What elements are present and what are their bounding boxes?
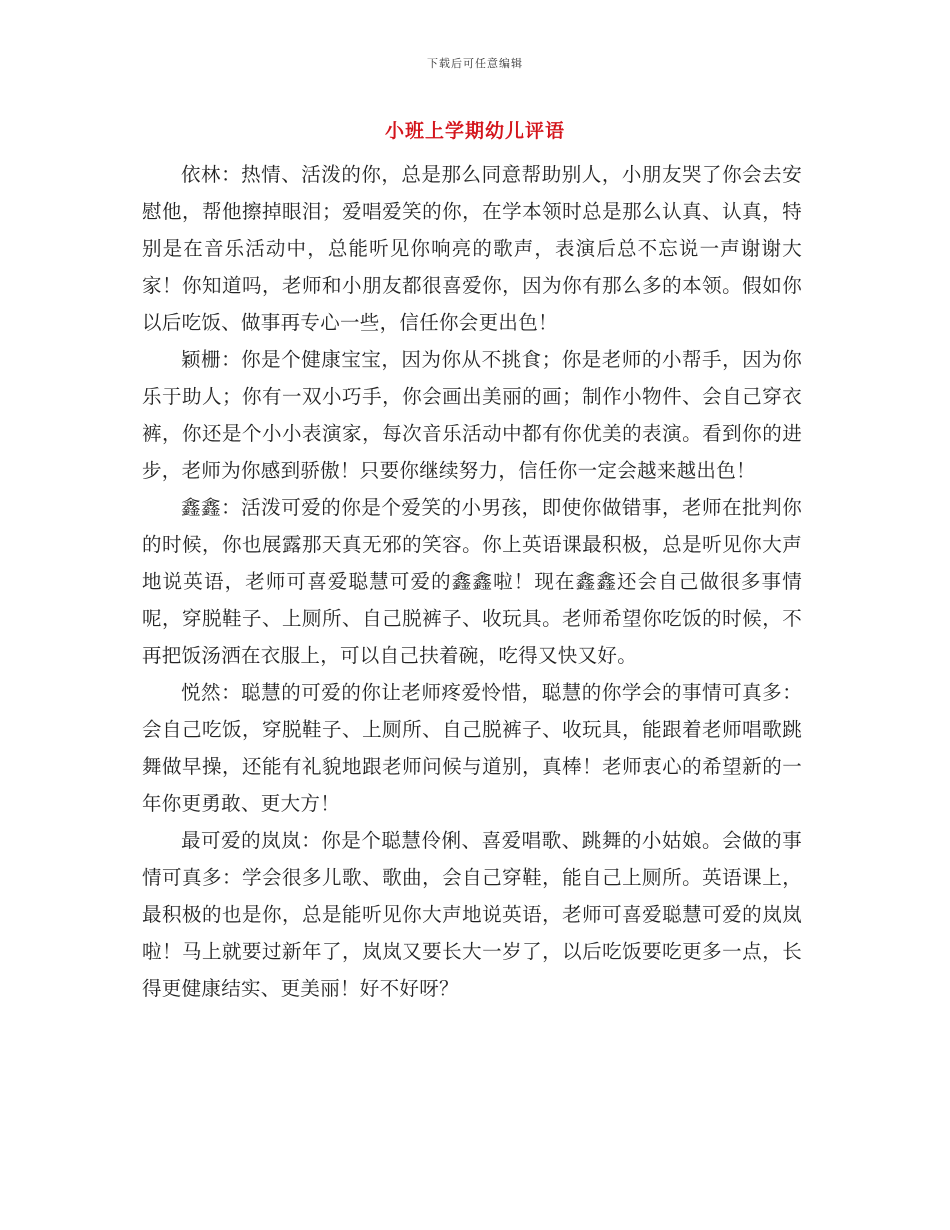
header-note: 下载后可任意编辑 <box>427 57 523 70</box>
document-title: 小班上学期幼儿评语 <box>384 120 565 142</box>
document-body <box>142 156 802 1007</box>
paragraph-yueran: 悦然：聪慧的可爱的你让老师疼爱怜惜，聪慧的你学会的事情可真多：会自己吃饭，穿脱鞋子、上厕所、自己脱裤子、收玩具，能跟着老师唱歌跳舞做早操，还能有礼貌地跟老师问候与道别，真棒！老师衷心的希望新的一年你更勇敢、更大方！ <box>142 681 802 815</box>
paragraph-yingshan: 颖栅：你是个健康宝宝，因为你从不挑食；你是老师的小帮手，因为你乐于助人；你有一双小巧手，你会画出美丽的画；制作小物件、会自己穿衣裤，你还是个小小表演家，每次音乐活动中都有你优美的表演。看到你的进步，老师为你感到骄傲！只要你继续努力，信任你一定会越来越出色！ <box>142 348 802 482</box>
paragraph-yilin: 依林：热情、活泼的你，总是那么同意帮助别人，小朋友哭了你会去安慰他，帮他擦掉眼泪；爱唱爱笑的你，在学本领时总是那么认真、认真，特别是在音乐活动中，总能听见你响亮的歌声，表演后总不忘说一声谢谢大家！你知道吗，老师和小朋友都很喜爱你，因为你有那么多的本领。假如你以后吃饭、做事再专心一些，信任你会更出色！ <box>142 163 802 334</box>
paragraph-lanlan: 最可爱的岚岚：你是个聪慧伶俐、喜爱唱歌、跳舞的小姑娘。会做的事情可真多：学会很多儿歌、歌曲，会自己穿鞋，能自己上厕所。英语课上，最积极的也是你，总是能听见你大声地说英语，老师可喜爱聪慧可爱的岚岚啦！马上就要过新年了，岚岚又要长大一岁了，以后吃饭要吃更多一点，长得更健康结实、更美丽！好不好呀？ <box>142 829 802 1000</box>
paragraph-xinxin: 鑫鑫：活泼可爱的你是个爱笑的小男孩，即使你做错事，老师在批判你的时候，你也展露那天真无邪的笑容。你上英语课最积极，总是听见你大声地说英语，老师可喜爱聪慧可爱的鑫鑫啦！现在鑫鑫还会自己做很多事情呢，穿脱鞋子、上厕所、自己脱裤子、收玩具。老师希望你吃饭的时候，不再把饭汤洒在衣服上，可以自己扶着碗，吃得又快又好。 <box>142 496 802 667</box>
